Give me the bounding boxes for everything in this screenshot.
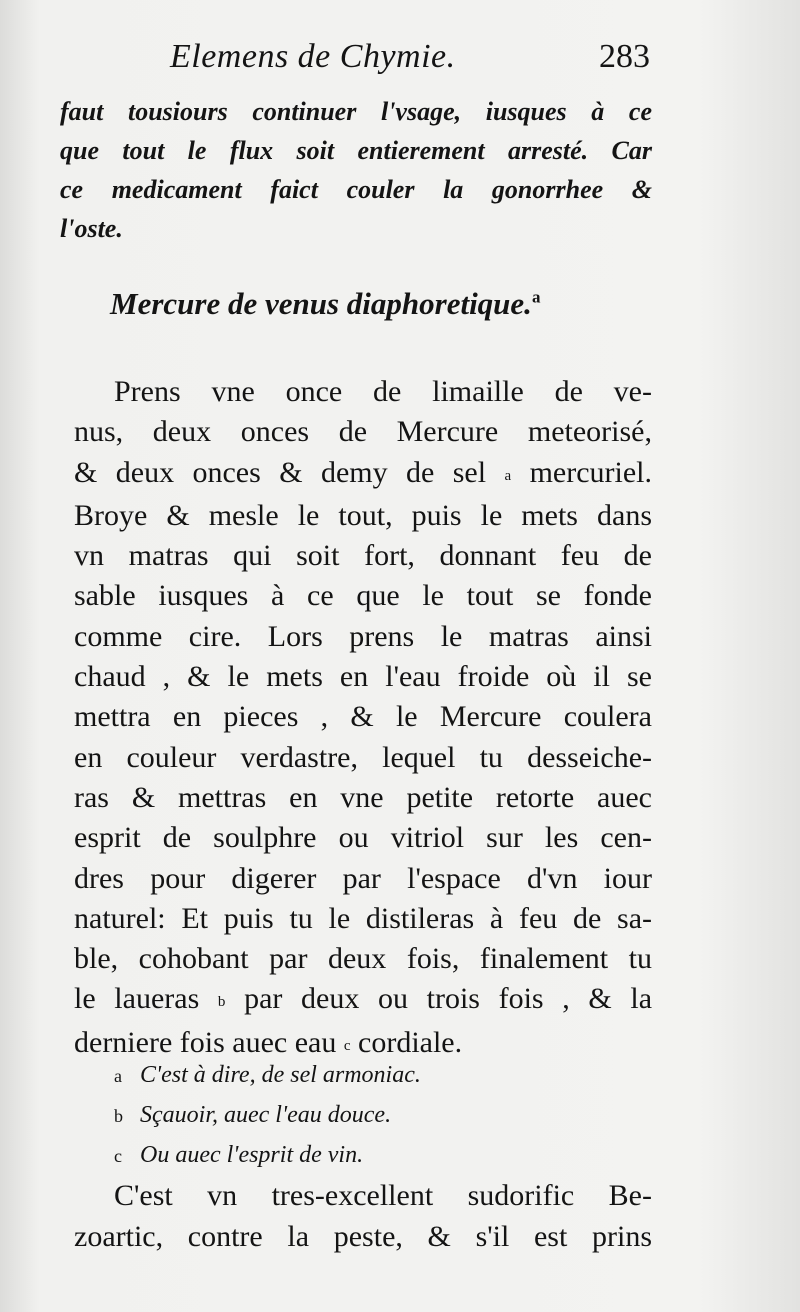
recipe-line: Prens vne once de limaille de ve- [114,375,652,408]
closing-paragraph [74,1175,652,1257]
recipe-heading [110,286,650,322]
recipe-line: mettra en pieces , & le Mercure coulera [74,700,652,734]
note-letter: c [114,1146,122,1166]
closing-line: C'est vn tres-excellent sudorific Be- [114,1179,652,1212]
recipe-paragraph [74,372,652,1066]
recipe-line: chaud , & le mets en l'eau froide où il se [74,660,652,694]
note-marker-c: c [343,1037,351,1054]
note-marker-a: a [504,467,512,484]
recipe-line: esprit de soulphre ou vitriol sur les cen- [74,821,652,855]
note-marker-b: b [217,994,226,1011]
recipe-line-part: & deux onces & demy de sel [74,455,487,489]
note-text: C'est à dire, de sel armoniac. [140,1062,421,1088]
continuation-line: que tout le flux soit entierement arresté. Car [60,136,652,165]
recipe-line-with-marker [74,979,652,1022]
continuation-paragraph [60,92,652,248]
recipe-line: ras & mettras en vne petite retorte auec [74,780,652,814]
note-letter: b [114,1106,123,1126]
marginal-notes [114,1056,654,1176]
recipe-line-part: cordiale. [358,1025,463,1059]
running-title: Elemens de Chymie. [170,38,456,75]
title-note-marker: a [531,287,541,307]
continuation-line: ce medicament faict couler la gonorrhee & [60,175,652,204]
recipe-line: comme cire. Lors prens le matras ainsi [74,619,652,653]
recipe-line: sable iusques à ce que le tout se fonde [74,579,652,613]
continuation-line: faut tousiours continuer l'vsage, iusques à ce [60,97,652,126]
note-letter: a [114,1066,122,1086]
recipe-line-part: mercuriel. [529,455,653,489]
note-text: Ou auec l'esprit de vin. [140,1142,364,1168]
continuation-line: l'oste. [60,214,123,243]
recipe-line: Broye & mesle le tout, puis le mets dans [74,498,652,532]
note-row [114,1096,654,1136]
closing-line: zoartic, contre la peste, & s'il est prins [74,1220,652,1253]
note-text: Sçauoir, auec l'eau douce. [140,1102,392,1128]
recipe-line: vn matras qui soit fort, donnant feu de [74,539,652,573]
page-header [170,38,650,90]
recipe-title: Mercure de venus diaphoretique. [110,286,532,321]
recipe-line-with-marker [74,453,652,496]
recipe-line: naturel: Et puis tu le distileras à feu de sa- [74,901,652,935]
recipe-line: dres pour digerer par l'espace d'vn iour [74,861,652,895]
recipe-line-part: derniere fois auec eau [74,1025,337,1059]
note-row [114,1056,654,1096]
page-number: 283 [599,38,650,75]
recipe-line: en couleur verdastre, lequel tu desseiche- [74,740,652,774]
note-row [114,1136,654,1176]
recipe-line-part: par deux ou trois fois , & la [244,982,653,1016]
recipe-line: nus, deux onces de Mercure meteorisé, [74,415,652,449]
recipe-line-part: le laueras [74,982,200,1016]
recipe-line: ble, cohobant par deux fois, finalement tu [74,942,652,976]
